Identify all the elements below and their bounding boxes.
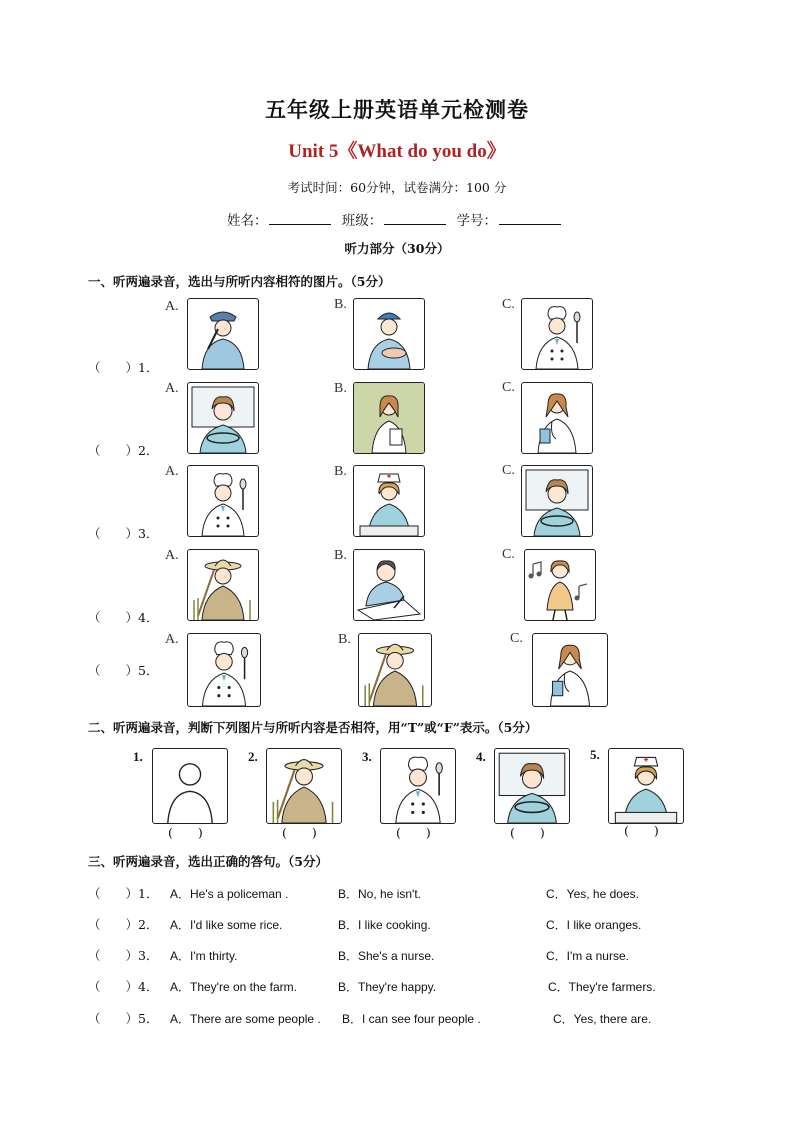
section1-q5-option-c: C. — [510, 631, 523, 646]
doctor-icon[interactable] — [532, 633, 608, 707]
section3-q1-option-a[interactable]: A．He's a policeman . — [170, 887, 289, 901]
cook-icon[interactable] — [521, 298, 593, 370]
section3-q1-option-c[interactable]: C．Yes, he does. — [546, 887, 639, 901]
nurse-icon[interactable] — [353, 465, 425, 537]
writer-icon[interactable] — [353, 549, 425, 621]
section3-q1-number[interactable]: （ ）1． — [88, 886, 159, 901]
id-field[interactable] — [499, 212, 561, 225]
section1-q2-option-a: A. — [165, 381, 179, 396]
worker-icon[interactable] — [353, 298, 425, 370]
section2-item1-answer[interactable]: ( ) — [168, 825, 203, 840]
section1-q1-option-a: A. — [165, 299, 179, 314]
nurse-icon[interactable] — [608, 748, 684, 824]
section3-q4-option-c[interactable]: C．They're farmers. — [548, 980, 656, 994]
section3-q1-option-b[interactable]: B．No, he isn't. — [338, 887, 421, 901]
class-field[interactable] — [384, 212, 446, 225]
section3-q3-option-b[interactable]: B．She's a nurse. — [338, 949, 435, 963]
section2-item5-answer[interactable]: ( ) — [624, 823, 659, 838]
farmer-icon[interactable] — [187, 549, 259, 621]
farmer-icon[interactable] — [266, 748, 342, 824]
section1-q1-option-c: C. — [502, 297, 515, 312]
section2-item2-answer[interactable]: ( ) — [282, 825, 317, 840]
cook-icon[interactable] — [187, 633, 261, 707]
section2-item4-answer[interactable]: ( ) — [510, 825, 545, 840]
section2-heading: 二、听两遍录音，判断下列图片与所听内容是否相符，用“T”或“F”表示。（5分） — [88, 720, 538, 735]
section1-q3-option-c: C. — [502, 463, 515, 478]
cook-icon[interactable] — [380, 748, 456, 824]
section1-q5-answer[interactable]: （ ）5． — [88, 663, 159, 678]
name-field[interactable] — [269, 212, 331, 225]
name-label: 姓名： — [226, 213, 268, 229]
doctor-icon[interactable] — [521, 382, 593, 454]
page-title: 五年级上册英语单元检测卷 — [265, 97, 529, 122]
section1-q4-answer[interactable]: （ ）4． — [88, 610, 159, 625]
driver-icon[interactable] — [521, 465, 593, 537]
section2-item4-number: 4. — [476, 749, 486, 764]
section3-q5-number[interactable]: （ ）5． — [88, 1011, 159, 1026]
listening-part-label: 听力部分（30分） — [344, 241, 450, 256]
section3-q5-option-b[interactable]: B．I can see four people . — [342, 1012, 481, 1026]
section1-q3-option-a: A. — [165, 464, 179, 479]
section1-q2-answer[interactable]: （ ）2． — [88, 443, 159, 458]
section2-item3-number: 3. — [362, 749, 372, 764]
unit-subtitle: Unit 5《What do you do》 — [288, 141, 506, 162]
section2-item1-number: 1. — [133, 749, 143, 764]
driver-icon[interactable] — [494, 748, 570, 824]
section1-heading: 一、听两遍录音，选出与所听内容相符的图片。（5分） — [88, 274, 391, 289]
worker-icon[interactable] — [152, 748, 228, 824]
section3-q3-option-a[interactable]: A．I'm thirty. — [170, 949, 238, 963]
section3-q3-number[interactable]: （ ）3． — [88, 948, 159, 963]
section1-q5-option-a: A. — [165, 632, 179, 647]
section2-item5-number: 5. — [590, 747, 600, 762]
section1-q3-answer[interactable]: （ ）3． — [88, 526, 159, 541]
section1-q4-option-a: A. — [165, 548, 179, 563]
section1-q2-option-b: B. — [334, 381, 347, 396]
driver-icon[interactable] — [187, 382, 259, 454]
cook-icon[interactable] — [187, 465, 259, 537]
section1-q1-answer[interactable]: （ ）1． — [88, 360, 159, 375]
section3-q3-option-c[interactable]: C．I'm a nurse. — [546, 949, 629, 963]
section1-q3-option-b: B. — [334, 464, 347, 479]
section3-q4-option-a[interactable]: A．They're on the farm. — [170, 980, 298, 994]
farmer-icon[interactable] — [358, 633, 432, 707]
teacher-icon[interactable] — [353, 382, 425, 454]
student-info-line — [0, 209, 794, 229]
section2-item3-answer[interactable]: ( ) — [396, 825, 431, 840]
section3-heading: 三、听两遍录音，选出正确的答句。（5分） — [88, 854, 328, 869]
section3-q2-option-c[interactable]: C．I like oranges. — [546, 918, 642, 932]
section3-q4-option-b[interactable]: B．They're happy. — [338, 980, 437, 994]
section3-q2-number[interactable]: （ ）2． — [88, 917, 159, 932]
singer-icon[interactable] — [524, 549, 596, 621]
section3-q2-option-a[interactable]: A．I'd like some rice. — [170, 918, 283, 932]
id-label: 学号： — [456, 213, 498, 229]
section2-item2-number: 2. — [248, 749, 258, 764]
section1-q1-option-b: B. — [334, 297, 347, 312]
police-officer-icon[interactable] — [187, 298, 259, 370]
section3-q5-option-c[interactable]: C．Yes, there are. — [553, 1012, 652, 1026]
section3-q5-option-a[interactable]: A．There are some people . — [170, 1012, 321, 1026]
class-label: 班级： — [341, 213, 383, 229]
section3-q4-number[interactable]: （ ）4． — [88, 979, 159, 994]
section1-q2-option-c: C. — [502, 380, 515, 395]
section3-q2-option-b[interactable]: B．I like cooking. — [338, 918, 431, 932]
section1-q5-option-b: B. — [338, 632, 351, 647]
section1-q4-option-c: C. — [502, 547, 515, 562]
exam-info: 考试时间：60分钟，试卷满分：100 分 — [287, 180, 507, 195]
section1-q4-option-b: B. — [334, 548, 347, 563]
